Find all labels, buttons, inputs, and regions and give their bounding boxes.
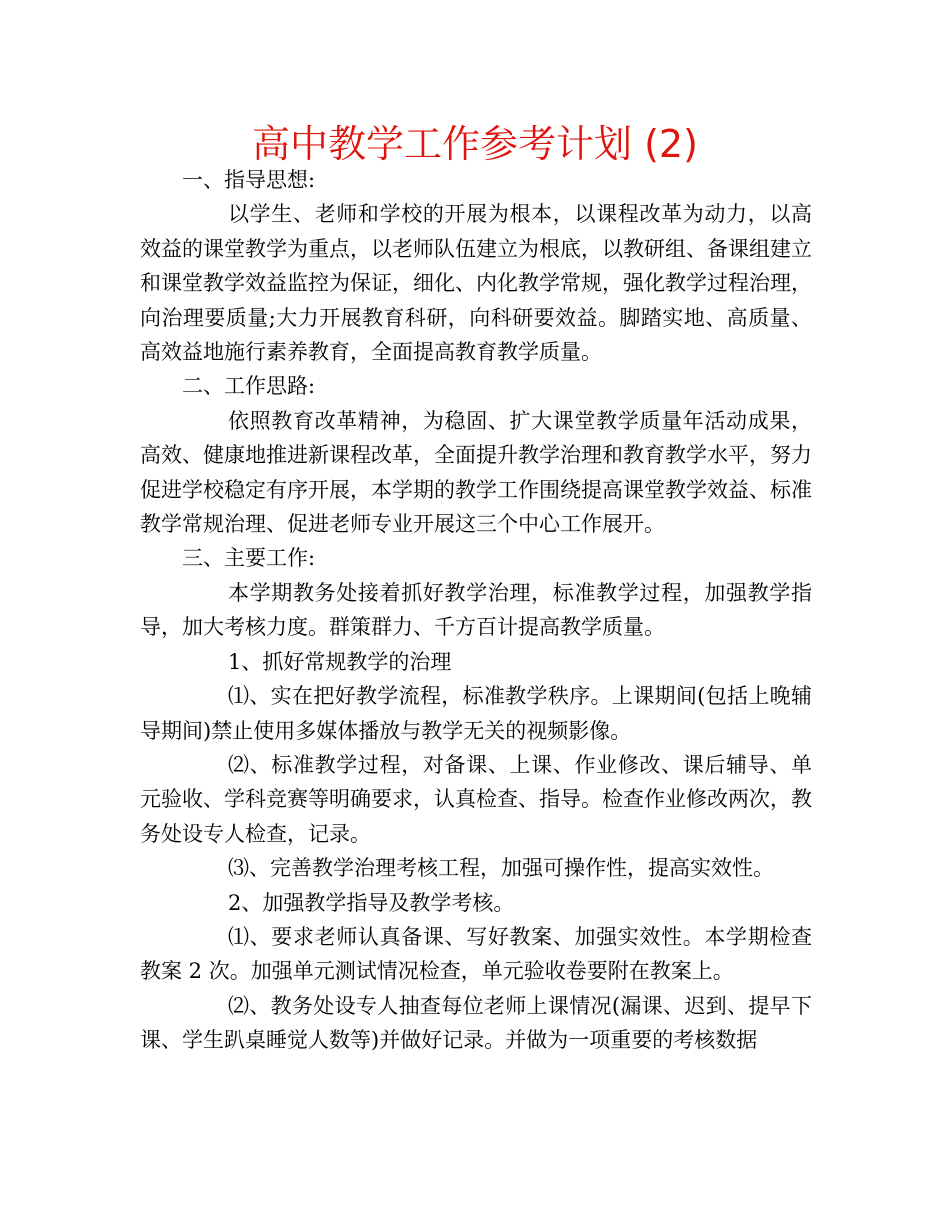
list-item-guidance-2: ⑵、教务处设专人抽查每位老师上课情况(漏课、迟到、提早下课、学生趴桌睡觉人数等)并做好记录。并做为一项重要的考核数据 — [140, 993, 812, 1053]
list-heading-routine-management: 1、抓好常规教学的治理 — [228, 649, 452, 674]
section-heading-guiding-ideology: 一、指导思想: — [182, 168, 316, 192]
document-body — [140, 163, 812, 1058]
list-heading-guidance-assessment: 2、加强教学指导及教学考核。 — [228, 890, 515, 915]
paragraph-guiding-ideology: 以学生、老师和学校的开展为根本，以课程改革为动力，以高效益的课堂教学为重点，以老师队伍建立为根底，以教研组、备课组建立和课堂教学效益监控为保证，细化、内化教学常规，强化教学过程治理，向治理要质量;大力开展教育科研，向科研要效益。脚踏实地、高质量、高效益地施行素养教育，全面提高教育教学质量。 — [140, 202, 812, 365]
paragraph-main-work-intro: 本学期教务处接着抓好教学治理，标准教学过程，加强教学指导，加大考核力度。群策群力、千方百计提高教学质量。 — [140, 580, 812, 640]
list-item-routine-3: ⑶、完善教学治理考核工程，加强可操作性，提高实效性。 — [228, 856, 774, 881]
document-title: 高中教学工作参考计划 (2) — [252, 122, 698, 166]
paragraph-work-approach: 依照教育改革精神，为稳固、扩大课堂教学质量年活动成果，高效、健康地推进新课程改革，全面提升教学治理和教育教学水平，努力促进学校稳定有序开展，本学期的教学工作围绕提高课堂教学效益、标准教学常规治理、促进老师专业开展这三个中心工作展开。 — [140, 408, 812, 537]
section-heading-main-work: 三、主要工作: — [182, 546, 316, 571]
list-item-guidance-1: ⑴、要求老师认真备课、写好教案、加强实效性。本学期检查教案 2 次。加强单元测试情况检查，单元验收卷要附在教案上。 — [140, 924, 812, 984]
section-heading-work-approach: 二、工作思路: — [182, 374, 316, 399]
list-item-routine-1: ⑴、实在把好教学流程，标准教学秩序。上课期间(包括上晚辅导期间)禁止使用多媒体播放与教学无关的视频影像。 — [140, 684, 812, 743]
list-item-routine-2: ⑵、标准教学过程，对备课、上课、作业修改、课后辅导、单元验收、学科竞赛等明确要求，认真检查、指导。检查作业修改两次，教务处设专人检查，记录。 — [140, 752, 812, 846]
